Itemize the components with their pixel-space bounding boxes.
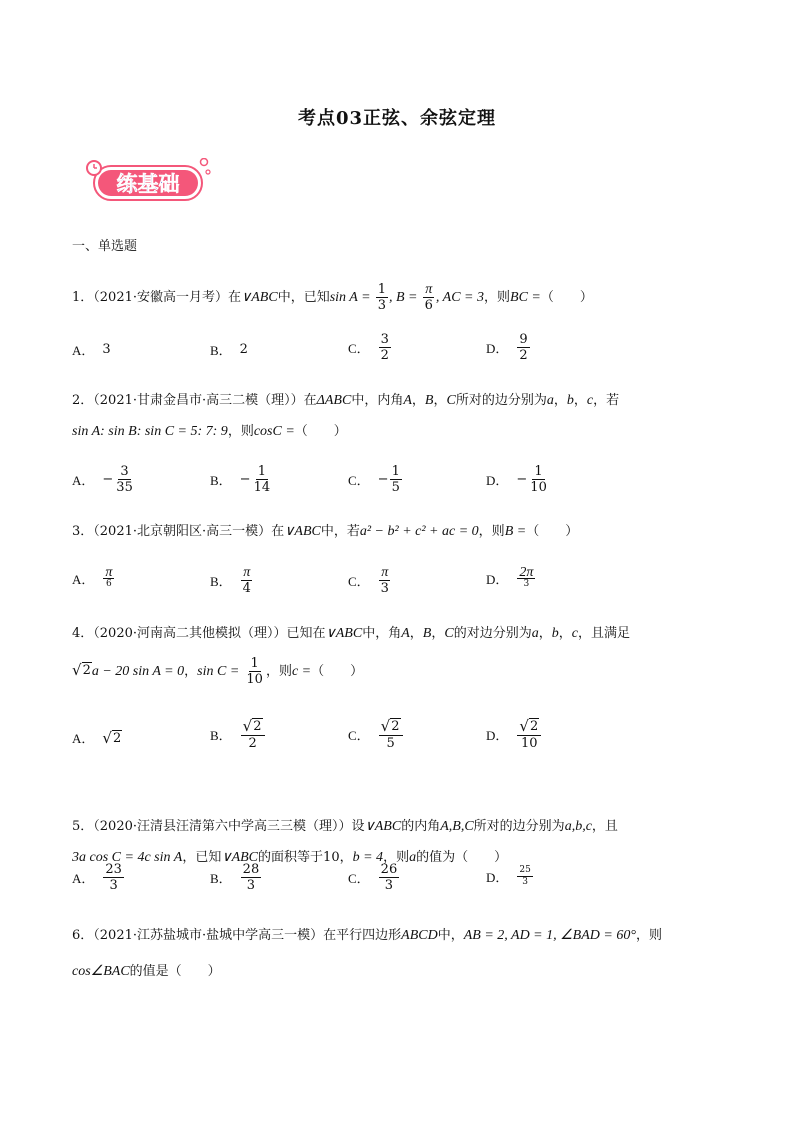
section-heading: 一、单选题 <box>72 239 138 254</box>
question-5-line-2: 3a cos C = 4c sin A，已知∨ABC的面积等于10，b = 4，则a的值为（ ） <box>72 850 508 865</box>
q2-option-d: D． − $\frac{1}{10}$ <box>486 464 547 495</box>
q1-option-b: B． 2 <box>210 342 248 358</box>
q5-option-a: A． $\frac{23}{3}$ <box>72 862 122 893</box>
question-4: 4．（2020·河南高二其他模拟（理））已知在∨ABC中，角A，B，C的对边分别为a，b，c，且满足 <box>72 626 630 641</box>
q4-option-a: A． √ 2 <box>72 728 122 747</box>
q3-option-a: A． $\frac{\pi}{6}$ <box>72 565 113 589</box>
q1-option-a: A． 3 <box>72 342 111 358</box>
badge-label: 练基础 <box>116 172 180 196</box>
q3-option-b: B． $\frac{\pi}{4}$ <box>210 565 251 596</box>
question-2-line-2: sin A: sin B: sin C = 5: 7: 9，则cosC =（ ） <box>72 424 347 439</box>
q2-option-c: C． − $\frac{1}{5}$ <box>348 464 400 495</box>
q4-option-b: B． √ 2 2 <box>210 718 266 751</box>
question-3: 3．（2021·北京朝阳区·高三一模）在∨ABC中，若a² − b² + c² + ac = 0，则B =（ ） <box>72 524 579 539</box>
q5-option-b: B． $\frac{28}{3}$ <box>210 862 260 893</box>
q1-option-c: C． $\frac{3}{2}$ <box>348 332 389 363</box>
q4-option-d: D． √ 2 10 <box>486 718 542 751</box>
q1-option-d: D． $\frac{9}{2}$ <box>486 332 528 363</box>
question-2: 2．（2021·甘肃金昌市·高三二模（理））在ΔABC中，内角A，B，C所对的边分别为a，b，c，若 <box>72 393 620 408</box>
q5-option-c: C． $\frac{26}{3}$ <box>348 862 398 893</box>
question-1: 1．（2021·安徽高一月考）在∨ABC中，已知sin A = $\frac{1}{3}$ , B = $\frac{\pi}{6}$ , AC = 3，则BC =（ ） <box>72 282 593 313</box>
practice-badge <box>86 158 212 208</box>
question-6: 6．（2021·江苏盐城市·盐城中学高三一模）在平行四边形ABCD中，AB = 2, AD = 1, ∠BAD = 60°，则 <box>72 928 662 943</box>
question-4-line-2: √ 2 a − 20 sin A = 0，sin C = $\frac{1}{10}$ ，则c =（ ） <box>72 656 364 687</box>
q3-option-c: C． $\frac{\pi}{3}$ <box>348 565 389 596</box>
q4-option-c: C． √ 2 5 <box>348 718 404 751</box>
q5-option-d: D． $\frac{25}{3}$ <box>486 865 531 887</box>
question-6-line-2: cos∠BAC的值是（ ） <box>72 964 221 979</box>
q2-option-b: B． − $\frac{1}{14}$ <box>210 464 271 495</box>
q2-option-a: A． − $\frac{3}{35}$ <box>72 464 133 495</box>
q3-option-d: D． $\frac{2\pi}{3}$ <box>486 565 534 589</box>
page-title: 考点03正弦、余弦定理 <box>297 108 497 129</box>
question-5: 5．（2020·汪清县汪清第六中学高三三模（理））设∨ABC的内角A,B,C所对的边分别为a,b,c，且 <box>72 819 618 834</box>
